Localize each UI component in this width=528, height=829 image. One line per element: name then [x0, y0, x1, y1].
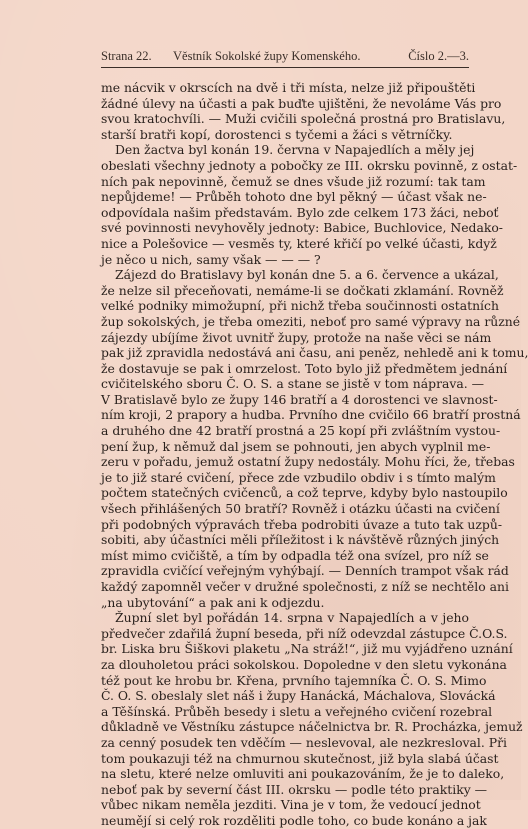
text-line: nepůjdeme! — Průběh tohoto dne byl pěkný — účast však ne-	[101, 189, 487, 205]
text-line: je to již staré cvičení, přece zde vzbudilo obdiv i s tímto malým	[101, 469, 496, 485]
text-line: zájezdy ubíjíme život uvnitř župy, protože na naše věci se nám	[101, 329, 492, 345]
text-line: neumějí si celý rok rozděliti podle toho, co bude konáno a jak	[101, 812, 487, 828]
text-line: na sletu, které nelze omluviti ani poukazováním, že je to daleko,	[101, 766, 505, 782]
text-line: a druhého dne 42 bratří prostná a 25 kopí při zvláštním vystou-	[101, 423, 501, 439]
text-line: obeslati všechny jednoty a pobočky ze III. okrsku povinně, z ostat-	[101, 157, 518, 173]
text-line: při podobných výpravách třeba podrobiti úvaze a tuto tak uzpů-	[101, 516, 503, 532]
text-line: me nácvik v okrscích na dvě i tři místa, nelze již připouštěti	[101, 80, 476, 95]
text-line: zpravidla cvičící veřejným vyhýbají. — Denních trampot však rád	[101, 563, 509, 579]
text-line: důkladně ve Věstníku zástupce náčelnictva br. R. Procházka, jemuž	[101, 719, 523, 735]
text-line: svou kratochvíli. — Muži cvičili společná prostná pro Bratislavu,	[101, 111, 506, 127]
text-line: pak již zpravidla nedostává ani času, ani peněz, nehledě ani k tomu,	[101, 345, 528, 361]
text-line: žup sokolských, je třeba omeziti, neboť pro samé výpravy na různé	[101, 313, 521, 329]
header-rule	[101, 67, 469, 68]
text-line: odpovídala našim představám. Bylo zde celkem 173 žáci, neboť	[101, 204, 499, 220]
text-line: míst mimo cvičiště, a tím by odpadla též ona svízel, pro níž se	[101, 547, 489, 563]
text-line: tom poukazuji též na chmurnou skutečnost, již byla slabá účast	[101, 750, 499, 766]
text-line: cvičitelského sboru Č. O. S. a stane se jistě v tom náprava. —	[101, 376, 485, 392]
text-line: za dlouholetou práci sokolskou. Dopoledne v den sletu vykonána	[101, 656, 507, 672]
text-line: že dostavuje se pak i omrzelost. Toto bylo již předmětem jednání	[101, 360, 508, 376]
text-line: Župní slet byl pořádán 14. srpna v Napajedlích a v jeho	[115, 610, 469, 626]
text-line: pení žup, k němuž dal jsem se pohnouti, jen abych vyplnil me-	[101, 438, 491, 454]
text-line: počtem statečných cvičenců, a což teprve, kdyby bylo nastoupilo	[101, 485, 508, 501]
text-line: neboť pak by severní část III. okrsku — podle této praktiky —	[101, 781, 488, 797]
text-line: ních pak nepovinně, čemuž se dnes všude již rozumí: tak tam	[101, 173, 486, 189]
text-line: za cenný posudek ten vděčím — neslevoval, ale nezkresloval. Při	[101, 734, 507, 750]
text-line: Den žactva byl konán 19. června v Napajedlích a měly jej	[115, 142, 475, 158]
article-body	[101, 80, 528, 829]
text-line: br. Liska bru Šiškovi plaketu „Na stráž!“, již mu vyjádřeno uznání	[101, 641, 513, 657]
page-number: Strana 22.	[101, 49, 152, 63]
text-line: zeru v pořadu, jemuž ostatní župy nedostály. Mohu říci, že, třebas	[101, 454, 515, 470]
text-line: žádné úlevy na účasti a pak buďte ujištěni, že nevoláme Vás pro	[101, 95, 502, 111]
text-line: V Bratislavě bylo ze župy 146 bratří a 4 dorostenci ve slavnost-	[101, 391, 498, 407]
text-line: své povinnosti nevyhověly jednoty: Babice, Buchlovice, Nedako-	[101, 220, 503, 236]
text-line: velké podniky mimožupní, při nichž třeba součinnosti ostatních	[101, 298, 499, 314]
text-line: že nelze sil přeceňovati, nemáme-li se dočkati zklamání. Rovněž	[101, 282, 504, 298]
text-line: sobiti, aby účastníci měli příležitost i k návštěvě různých jiných	[101, 532, 500, 548]
text-line: vůbec nikam neměla jezditi. Vina je v tom, že vedoucí jednot	[101, 797, 481, 813]
page-header	[101, 49, 469, 69]
issue-number: Číslo 2.—3.	[408, 49, 469, 63]
text-line: nice a Polešovice — vesměs ty, které křičí po velké účasti, když	[101, 235, 497, 251]
text-line: ním kroji, 2 prapory a hudba. Prvního dne cvičilo 66 bratří prostná	[101, 407, 521, 423]
text-line: každý zapomněl večer v družné společnosti, z níž se nechtělo ani	[101, 579, 509, 594]
text-line: starší bratři kopí, dorostenci s tyčemi a žáci s větrníčky.	[101, 126, 453, 142]
text-line: „na ubytování“ a pak ani k odjezdu.	[101, 594, 325, 610]
text-line: Č. O. S. obeslaly slet náš i župy Hanácká, Máchalova, Slovácká	[101, 688, 496, 704]
text-line: Zájezd do Bratislavy byl konán dne 5. a 6. července a ukázal,	[115, 267, 499, 283]
text-line: a Těšínská. Průběh besedy i sletu a veřejného cvičení rozebral	[101, 703, 493, 719]
text-line: též pout ke hrobu br. Křena, prvního tajemníka Č. O. S. Mimo	[101, 672, 487, 688]
text-line: je něco u nich, samy však — — — ?	[101, 251, 321, 267]
journal-title: Věstník Sokolské župy Komenského.	[173, 49, 361, 63]
text-line: předvečer zdařilá župní beseda, při níž odevzdal zástupce Č.O.S.	[101, 625, 508, 641]
text-line: všech přihlášených 50 bratří? Rovněž i otázku účasti na cvičení	[101, 501, 500, 517]
